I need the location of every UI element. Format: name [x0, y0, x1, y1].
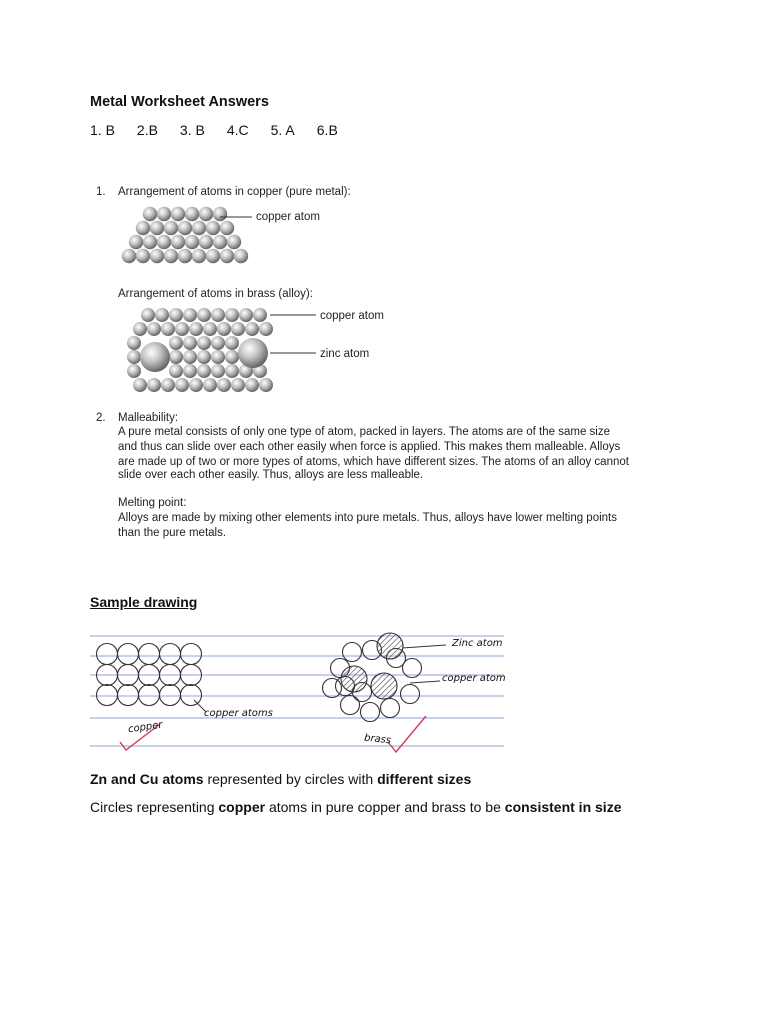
q2-number: 2. — [96, 412, 106, 424]
hand-copper-circle — [160, 644, 181, 665]
answer-1: 1. B — [90, 122, 115, 138]
answer-6: 6.B — [316, 122, 338, 138]
answer-5: 5. A — [270, 122, 295, 138]
hw-copper-label: copper — [127, 719, 164, 736]
note-2-bold-a: copper — [218, 799, 266, 815]
hand-copper-circle — [139, 644, 160, 665]
malleability-line-2: and thus can slide over each other easily when force is applied. This makes them malleable. Alloys — [118, 441, 621, 453]
hw-zinc-atom-label: Zinc atom — [452, 638, 503, 649]
hand-copper-circle — [139, 685, 160, 706]
melting-heading: Melting point: — [118, 497, 187, 509]
malleability-line-1: A pure metal consists of only one type of atom, packed in layers. The atoms are of the same size — [118, 426, 610, 438]
answer-2: 2.B — [136, 122, 158, 138]
hand-copper-circle — [118, 685, 139, 706]
brass-heading: Arrangement of atoms in brass (alloy): — [118, 288, 313, 300]
hand-zinc-circle — [341, 666, 367, 692]
hand-copper-circle — [361, 703, 380, 722]
hand-copper-circle — [181, 644, 202, 665]
hand-copper-circle — [381, 699, 400, 718]
hand-copper-circle — [401, 685, 420, 704]
brass-zinc-label: zinc atom — [320, 348, 370, 360]
note-2-plain-a: Circles representing — [90, 799, 219, 815]
melting-line-1: Alloys are made by mixing other elements into pure metals. Thus, alloys have lower melting points — [118, 512, 617, 524]
hw-copper-atoms-label: copper atoms — [204, 708, 273, 719]
malleability-line-3: are made up of two or more types of atoms, which have different sizes. The atoms of an alloy cannot — [118, 456, 629, 468]
copper-atom-label: copper atom — [256, 211, 320, 223]
hand-zinc-pointer — [402, 645, 446, 648]
hand-copper-circle — [323, 679, 342, 698]
melting-line-2: than the pure metals. — [118, 527, 227, 539]
hand-copper-circle — [97, 644, 118, 665]
sample-drawing-heading: Sample drawing — [90, 594, 198, 610]
note-1-bold-a: Zn and Cu atoms — [90, 771, 204, 787]
hand-copper-circle — [118, 644, 139, 665]
q1-number: 1. — [96, 186, 106, 198]
note-1-plain: represented by circles with — [203, 771, 378, 787]
hand-copper-circle — [160, 685, 181, 706]
brass-copper-label: copper atom — [320, 310, 384, 322]
hand-zinc-circle — [371, 673, 397, 699]
malleability-line-4: slide over each other easily. Thus, alloys are less malleable. — [118, 469, 424, 481]
page-title: Metal Worksheet Answers — [90, 94, 269, 110]
hand-zinc-circle — [377, 633, 403, 659]
hw-copper-atom-label: copper atom — [442, 673, 506, 684]
malleability-heading: Malleability: — [118, 412, 179, 424]
note-consistency — [90, 799, 621, 815]
note-2-plain-b: atoms in pure copper and brass to be — [265, 799, 505, 815]
hand-copperatom-pointer — [410, 681, 440, 683]
note-sizes — [90, 771, 471, 787]
hand-copper-circle — [181, 685, 202, 706]
hand-copper-circle — [341, 696, 360, 715]
hand-drawn-brass-atoms — [323, 633, 422, 722]
hand-brass-tick — [388, 716, 426, 752]
copper-heading: Arrangement of atoms in copper (pure metal): — [118, 186, 351, 198]
hand-copper-circle — [97, 685, 118, 706]
hw-brass-label: brass — [363, 732, 392, 747]
answer-4: 4.C — [226, 122, 249, 138]
hand-copper-circle — [343, 643, 362, 662]
note-1-bold-b: different sizes — [377, 771, 472, 787]
note-2-bold-b: consistent in size — [504, 799, 622, 815]
answer-3: 3. B — [179, 122, 205, 138]
